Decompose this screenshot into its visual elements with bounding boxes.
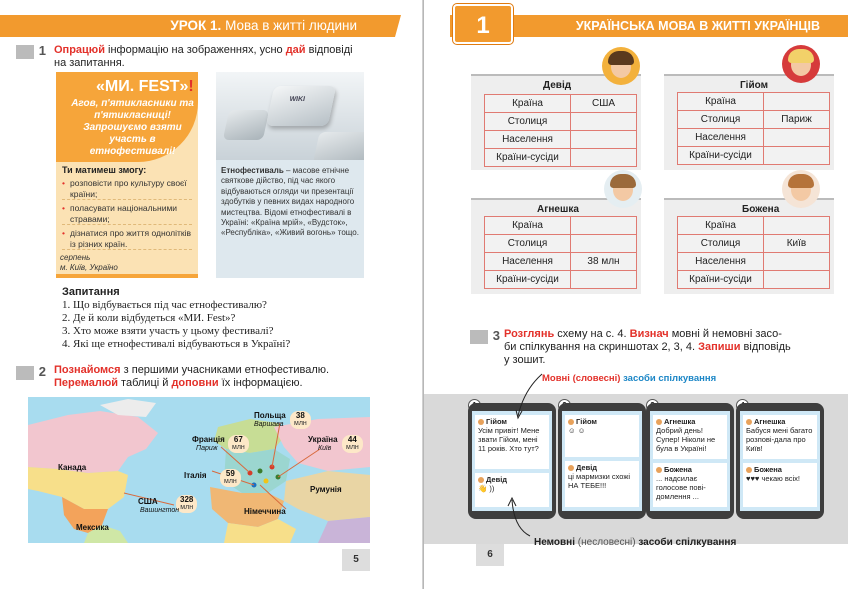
list-item: 2. Де й коли відбудеться «МИ. Fest»? (62, 312, 236, 324)
avatar-agnieszka (604, 170, 642, 208)
map-label-ukraine: Україна (308, 435, 338, 444)
questions-list (62, 299, 290, 351)
task-2-number: 2 (16, 366, 34, 380)
pill-france: 67 млн (228, 435, 249, 453)
world-map (28, 397, 370, 543)
festival-title: «МИ. FEST»! (96, 78, 194, 95)
questions-heading: Запитання (62, 286, 120, 298)
chat-message: Агнешка Бабуся мені багато розпові-дала про Київ! (743, 415, 817, 459)
city-france: Париж (196, 445, 218, 452)
page-number-right: 6 (476, 544, 504, 566)
card-guillaume (664, 74, 834, 170)
list-item: 3. Хто може взяти участь у цьому фестивалі? (62, 325, 274, 337)
pill-ukraine: 44 млн (342, 435, 363, 453)
card-david (471, 74, 641, 170)
task-1-instructions: Опрацюй інформацію на зображеннях, усно дай відповіді на запитання. (54, 44, 353, 69)
wiki-keyboard-image (216, 72, 364, 160)
avatar-guillaume (782, 45, 820, 83)
wiki-definition: Етнофестиваль – масове етнічне святкове дійство, під час якого відбуваються огляди чи презентації здобутків у певних видах народного мистецтва. Відомі етнофестивалі в Україні: «Країна мрій», «Вудсток», «Республіка», «Живий вогонь» тощо. (221, 166, 359, 238)
task-1-number: 1 (16, 45, 34, 59)
festival-date: серпень м. Київ, Україно (60, 253, 118, 272)
map-label-france: Франція (192, 435, 225, 444)
right-page (424, 0, 848, 589)
map-label-germany: Німеччина (244, 507, 286, 516)
unit-title: УКРАЇНСЬКА МОВА В ЖИТТІ УКРАЇНЦІВ (575, 19, 820, 33)
list-item: 4. Які ще етнофестивалі відбуваються в Україні? (62, 338, 291, 350)
avatar-bozhena (782, 170, 820, 208)
card-bozhena (664, 198, 834, 294)
card-name: Агнешка (537, 204, 579, 215)
chat-message: Божена ♥♥♥ чекаю всіх! (743, 463, 817, 507)
verbal-means-label: Мовні (словесні) засоби спілкування (542, 373, 717, 384)
pill-italy: 59 млн (220, 469, 241, 487)
card-name: Божена (742, 204, 780, 215)
task-2-instructions: Познайомся з першими учасниками етнофестивалю. Перемалюй таблиці й доповни їх інформацією. (54, 364, 330, 389)
map-label-poland: Польща (254, 411, 286, 420)
chat-message: Девід ці мармизки схожі НА ТЕБЕ!!! (565, 461, 639, 507)
table-row: Країна США (485, 95, 637, 113)
city-ukraine: Київ (318, 445, 332, 452)
list-item: • дізнатися про життя однолітків із різних країн. (62, 228, 192, 250)
chat-message: Агнешка Добрий день! Супер! Ніколи не була в Україні! (653, 415, 727, 459)
table-row: Населення 38 млн (485, 253, 637, 271)
map-label-mexico: Мексика (76, 523, 109, 532)
city-poland: Варшава (254, 421, 284, 428)
map-label-canada: Канада (58, 463, 87, 472)
card-table (484, 94, 637, 167)
wiki-info-box (216, 72, 364, 278)
task-3-instructions: Розглянь схему на с. 4. Визнач мовні й немовні засо- би спілкування на скриншотах 2, 3, 4. Запиши відповідь у зошит. (504, 328, 791, 366)
table-row: Країни-сусіди (485, 149, 637, 167)
festival-list (62, 178, 192, 253)
card-name: Девід (543, 80, 572, 91)
card-table (677, 216, 830, 289)
chat-message: Божена ... надсилає голосове пові-домлення ... (653, 463, 727, 507)
table-row: Столиця (485, 235, 637, 253)
lesson-title: Мова в житті людини (225, 18, 357, 33)
table-row: Країна (678, 93, 830, 111)
table-row: Населення (678, 253, 830, 271)
chat-message: Девід 👋 )) (475, 473, 549, 507)
table-row: Країни-сусіди (678, 271, 830, 289)
card-table (484, 216, 637, 289)
pill-poland: 38 млн (290, 411, 311, 429)
table-row: Країна (678, 217, 830, 235)
list-item: • розповісти про культуру своєї країни; (62, 178, 192, 200)
unit-number-badge: 1 (453, 4, 513, 44)
chat-message: Гійом ☺ ☺ (565, 415, 639, 457)
card-name: Гійом (740, 80, 768, 91)
pill-usa: 328 млн (176, 495, 197, 513)
festival-poster (56, 72, 198, 278)
table-row: Країни-сусіди (678, 147, 830, 165)
festival-callout: Агов, п'ятикласники та п'ятикласниці! Запрошуємо взяти участь в етнофестивалі! (71, 98, 194, 157)
nonverbal-means-label: Немовні (несловесні) засоби спілкування (534, 537, 737, 548)
table-row: Населення (485, 131, 637, 149)
map-label-italy: Італія (184, 471, 207, 480)
scheme-arrows (494, 360, 794, 550)
map-label-romania: Румунія (310, 485, 342, 494)
card-table (677, 92, 830, 165)
table-row: Населення (678, 129, 830, 147)
table-row: Країни-сусіди (485, 271, 637, 289)
page-number-left: 5 (342, 549, 370, 571)
task-3-number: 3 (470, 330, 488, 344)
table-row: Столиця (485, 113, 637, 131)
lesson-number: УРОК 1. (170, 18, 222, 33)
avatar-david (602, 47, 640, 85)
city-usa: Вашингтон (140, 507, 180, 514)
table-row: Столиця Київ (678, 235, 830, 253)
wiki-key-icon: WIKI (266, 86, 337, 126)
map-label-usa: США (138, 497, 158, 506)
table-row: Столиця Париж (678, 111, 830, 129)
lesson-header (0, 15, 395, 37)
chat-message: Гійом Усім привіт! Мене звати Гійом, мені 11 років. Хто тут? (475, 415, 549, 469)
list-item: 1. Що відбувається під час етнофестивалю? (62, 299, 267, 311)
table-row: Країна (485, 217, 637, 235)
card-agnieszka (471, 198, 641, 294)
festival-subtitle: Ти матимеш змогу: (62, 165, 147, 175)
list-item: • поласувати національними стравами; (62, 203, 192, 225)
